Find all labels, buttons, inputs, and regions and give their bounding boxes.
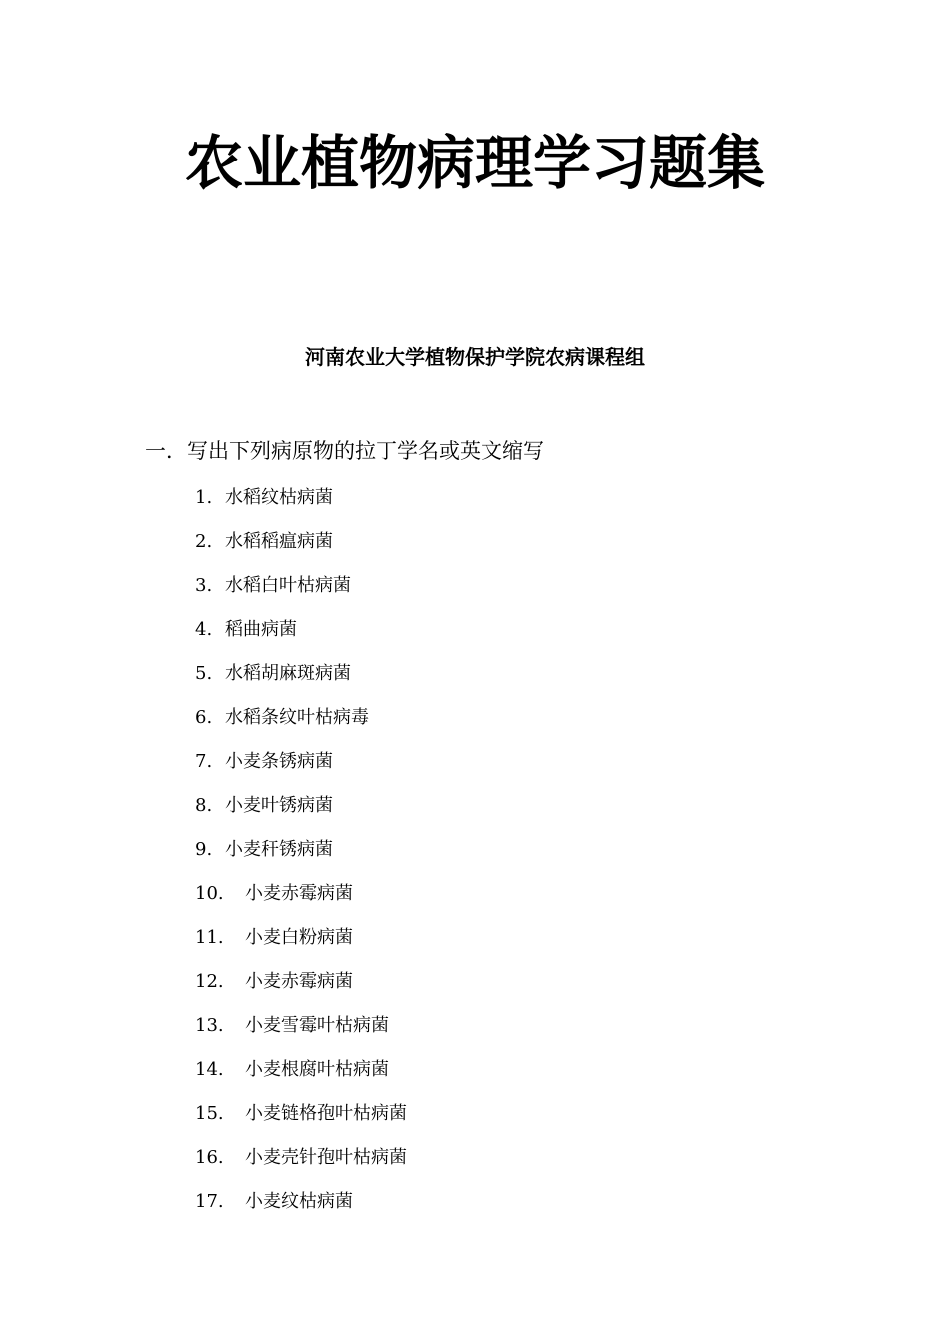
item-text: 小麦赤霉病菌: [245, 883, 353, 904]
list-item: [195, 483, 407, 527]
list-item: [195, 747, 407, 791]
list-item: [195, 1187, 407, 1231]
item-text: 小麦赤霉病菌: [245, 971, 353, 992]
item-text: 小麦壳针孢叶枯病菌: [245, 1147, 407, 1168]
item-text: 水稻稻瘟病菌: [225, 531, 333, 552]
item-number: 15.: [195, 1103, 224, 1124]
list-item: [195, 791, 407, 835]
item-number: 14.: [195, 1059, 224, 1080]
item-text: 水稻纹枯病菌: [225, 487, 333, 508]
list-item: [195, 659, 407, 703]
list-item: [195, 923, 407, 967]
item-number: 5.: [195, 663, 213, 684]
item-number: 11.: [195, 927, 224, 948]
item-number: 6.: [195, 707, 213, 728]
item-text: 小麦秆锈病菌: [225, 839, 333, 860]
item-number: 17.: [195, 1191, 224, 1212]
item-number: 12.: [195, 971, 224, 992]
list-item: [195, 615, 407, 659]
item-text: 稻曲病菌: [225, 619, 297, 640]
item-text: 小麦叶锈病菌: [225, 795, 333, 816]
item-text: 小麦条锈病菌: [225, 751, 333, 772]
item-text: 水稻胡麻斑病菌: [225, 663, 351, 684]
item-number: 7.: [195, 751, 213, 772]
item-text: 小麦白粉病菌: [245, 927, 353, 948]
item-number: 3.: [195, 575, 213, 596]
item-text: 水稻条纹叶枯病毒: [225, 707, 369, 728]
document-title: 农业植物病理学习题集: [184, 129, 765, 197]
list-item: [195, 879, 407, 923]
list-item: [195, 703, 407, 747]
list-item: [195, 1143, 407, 1187]
item-text: 小麦纹枯病菌: [245, 1191, 353, 1212]
list-item: [195, 1099, 407, 1143]
section-heading: 一．写出下列病原物的拉丁学名或英文缩写: [145, 439, 544, 463]
list-item: [195, 967, 407, 1011]
item-text: 小麦根腐叶枯病菌: [245, 1059, 389, 1080]
item-text: 水稻白叶枯病菌: [225, 575, 351, 596]
list-item: [195, 835, 407, 879]
question-list: [195, 483, 407, 1231]
list-item: [195, 1055, 407, 1099]
item-text: 小麦雪霉叶枯病菌: [245, 1015, 389, 1036]
item-number: 2.: [195, 531, 213, 552]
document-subtitle: 河南农业大学植物保护学院农病课程组: [305, 345, 645, 369]
list-item: [195, 527, 407, 571]
list-item: [195, 1011, 407, 1055]
item-number: 9.: [195, 839, 213, 860]
item-number: 4.: [195, 619, 213, 640]
list-item: [195, 571, 407, 615]
item-number: 16.: [195, 1147, 224, 1168]
item-number: 1.: [195, 487, 213, 508]
item-text: 小麦链格孢叶枯病菌: [245, 1103, 407, 1124]
item-number: 13.: [195, 1015, 224, 1036]
item-number: 8.: [195, 795, 213, 816]
item-number: 10.: [195, 883, 224, 904]
